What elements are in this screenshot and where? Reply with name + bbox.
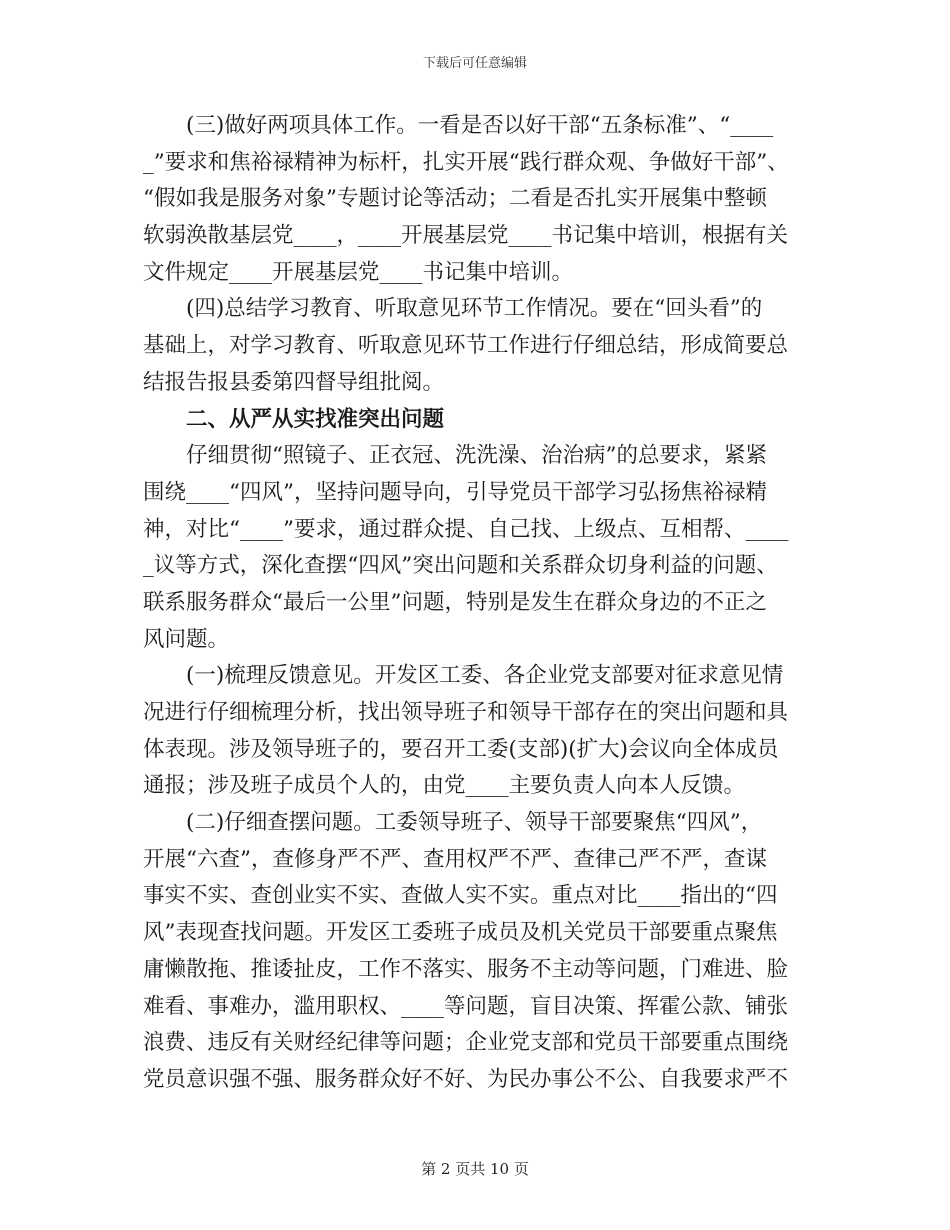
text-line: 通报；涉及班子成员个人的，由党____主要负责人向本人反馈。 (143, 773, 746, 799)
text-line: (一)梳理反馈意见。开发区工委、各企业党支部要对征求意见情 (186, 663, 784, 689)
text-line: _议等方式，深化查摆“四风”突出问题和关系群众切身利益的问题、 (143, 553, 778, 579)
text-line: 难看、事难办，滥用职权、____等问题，盲目决策、挥霍公款、铺张 (143, 993, 789, 1019)
document-body (143, 108, 823, 1099)
text-line: “假如我是服务对象”专题讨论等活动；二看是否扎实开展集中整顿 (143, 186, 767, 212)
text-line: 文件规定____开展基层党____书记集中培训。 (143, 259, 574, 285)
text-line: (四)总结学习教育、听取意见环节工作情况。要在“回头看”的 (186, 296, 763, 322)
text-line: 神，对比“____”要求，通过群众提、自己找、上级点、互相帮、____ (143, 516, 789, 542)
text-line: 党员意识强不强、服务群众好不好、为民办事公不公、自我要求严不 (143, 1066, 789, 1092)
text-line: 况进行仔细梳理分析，找出领导班子和领导干部存在的突出问题和具 (143, 700, 789, 725)
section-heading: 二、从严从实找准突出问题 (186, 406, 445, 432)
text-line: 围绕____“四风”，坚持问题导向，引导党员干部学习弘扬焦裕禄精 (143, 479, 767, 505)
text-line: 风”表现查找问题。开发区工委班子成员及机关党员干部要重点聚焦 (143, 920, 778, 946)
text-line: 浪费、违反有关财经纪律等问题；企业党支部和党员干部要重点围绕 (143, 1030, 789, 1056)
text-line: _”要求和焦裕禄精神为标杆，扎实开展“践行群众观、争做好干部”、 (143, 149, 789, 175)
text-line: 软弱涣散基层党____，____开展基层党____书记集中培训，根据有关 (143, 223, 789, 249)
text-line: 结报告报县委第四督导组批阅。 (143, 369, 445, 395)
text-line: 体表现。涉及领导班子的，要召开工委(支部)(扩大)会议向全体成员 (143, 736, 779, 762)
text-line: (二)仔细查摆问题。工委领导班子、领导干部要聚焦“四风”， (186, 810, 763, 836)
text-line: (三)做好两项具体工作。一看是否以好干部“五条标准”、“____ (186, 113, 774, 138)
text-line: 庸懒散拖、推诿扯皮，工作不落实、服务不主动等问题，门难进、脸 (143, 956, 789, 982)
text-line: 联系服务群众“最后一公里”问题，特别是发生在群众身边的不正之 (143, 589, 767, 615)
page-header: 下载后可任意编辑 (422, 56, 527, 71)
page-footer: 第 2 页共 10 页 (421, 1160, 529, 1178)
text-line: 基础上，对学习教育、听取意见环节工作进行仔细总结，形成简要总 (143, 333, 789, 359)
text-line: 开展“六查”，查修身严不严、查用权严不严、查律己严不严，查谋 (143, 846, 767, 872)
text-line: 风问题。 (143, 626, 230, 652)
text-line: 仔细贯彻“照镜子、正衣冠、洗洗澡、治治病”的总要求，紧紧 (186, 443, 767, 469)
text-line: 事实不实、查创业实不实、查做人实不实。重点对比____指出的“四 (143, 883, 778, 909)
